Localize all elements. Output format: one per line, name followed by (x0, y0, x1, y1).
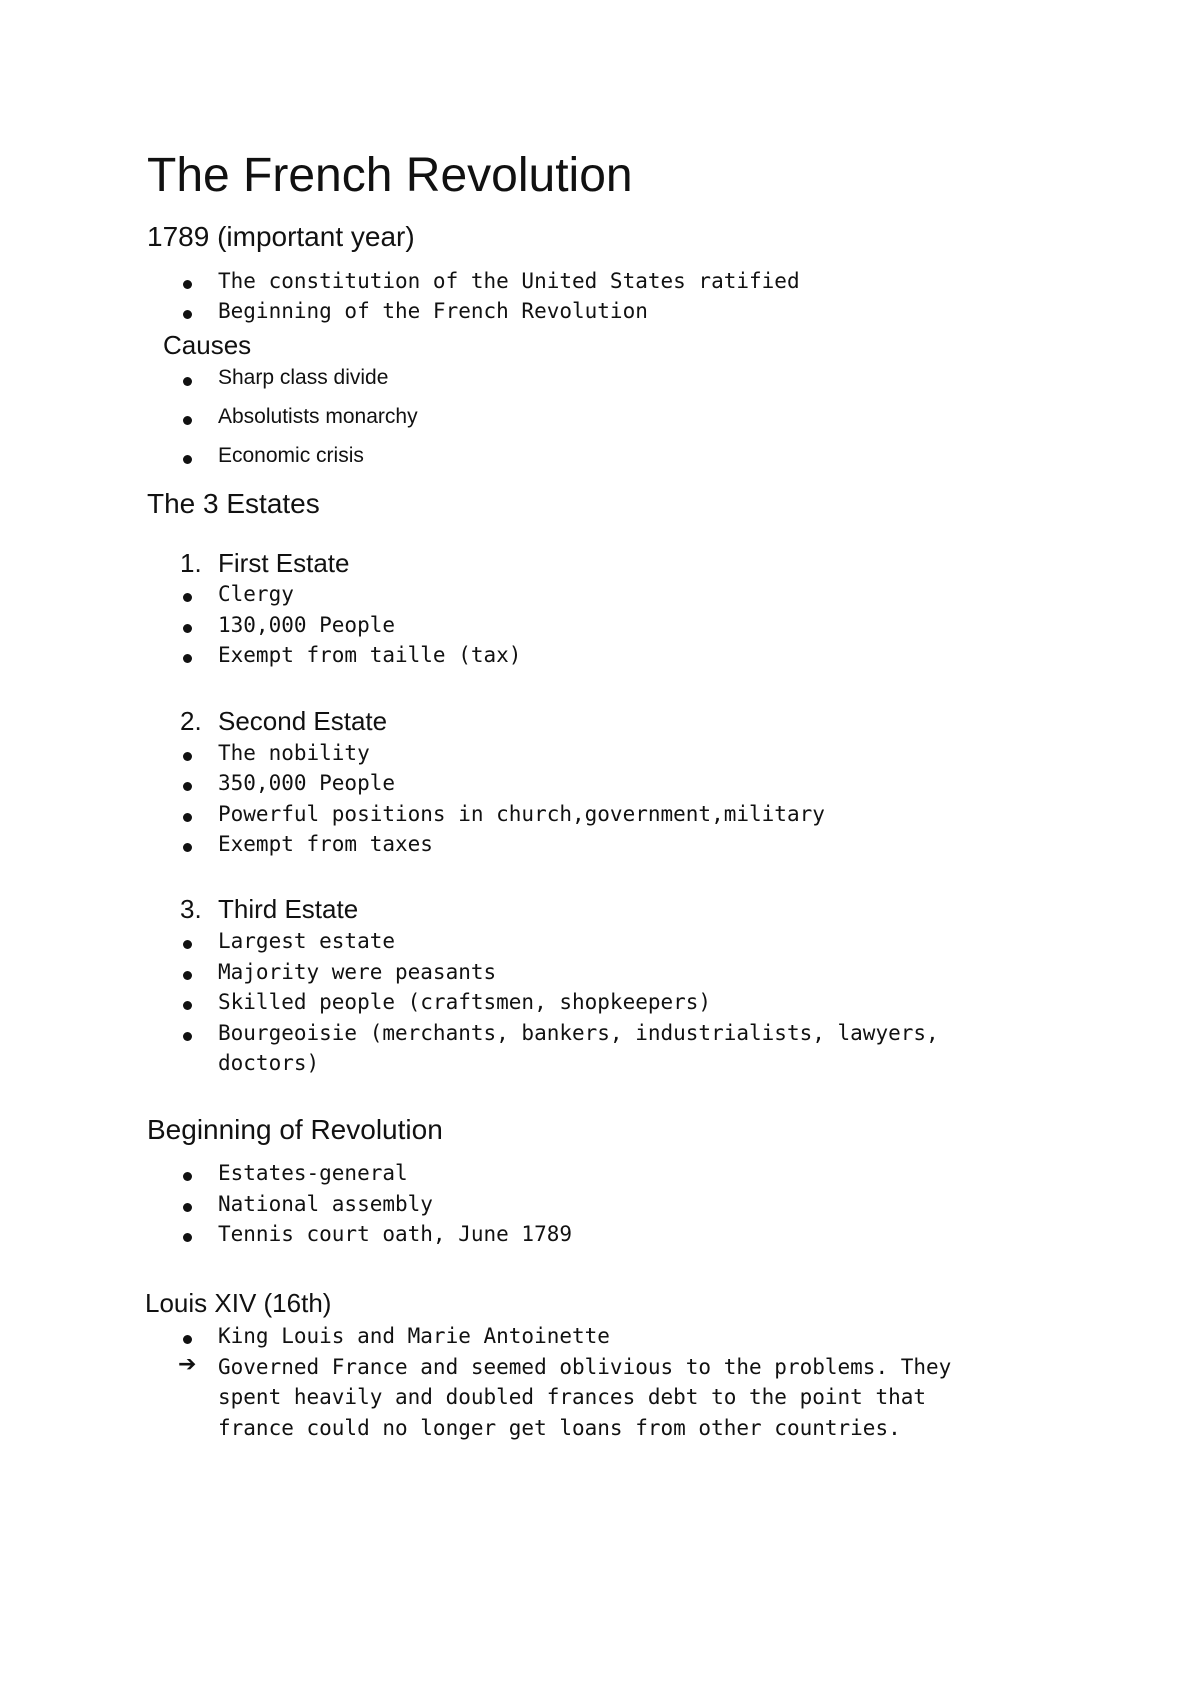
list-item: Majority were peasants (218, 960, 497, 984)
bullet-icon (183, 280, 192, 289)
list-item: Estates-general (218, 1161, 408, 1185)
list-item: Absolutists monarchy (218, 405, 418, 428)
list-item: King Louis and Marie Antoinette (218, 1324, 610, 1348)
list-item: 130,000 People (218, 613, 396, 637)
bullet-icon (183, 940, 192, 949)
bullet-icon (183, 1203, 192, 1212)
list-item: Beginning of the French Revolution (218, 299, 648, 323)
bullet-icon (183, 843, 192, 852)
bullet-icon (183, 624, 192, 633)
bullet-icon (183, 1335, 192, 1344)
list-item: Powerful positions in church,government,military (218, 802, 825, 826)
bullet-icon (183, 654, 192, 663)
list-item: Tennis court oath, June 1789 (218, 1222, 573, 1246)
list-item: Bourgeoisie (merchants, bankers, industrialists, lawyers, (218, 1021, 939, 1045)
estate-number: 1. (180, 548, 202, 578)
bullet-icon (183, 377, 192, 386)
bullet-icon (183, 593, 192, 602)
bullet-icon (183, 782, 192, 791)
page-title: The French Revolution (147, 149, 633, 202)
list-item-continuation: doctors) (218, 1051, 320, 1075)
louis-heading: Louis XIV (16th) (145, 1288, 332, 1318)
year-heading: 1789 (important year) (147, 221, 415, 252)
list-item: Exempt from taxes (218, 832, 433, 856)
estate-name: First Estate (218, 548, 350, 578)
causes-heading: Causes (163, 330, 252, 360)
bullet-icon (183, 813, 192, 822)
list-item: The constitution of the United States ratified (218, 269, 800, 293)
list-item: 350,000 People (218, 771, 396, 795)
estates-heading: The 3 Estates (147, 488, 320, 519)
arrow-item-line: Governed France and seemed oblivious to the problems. They (218, 1355, 952, 1379)
list-item: Sharp class divide (218, 366, 389, 389)
bullet-icon (183, 416, 192, 425)
bullet-icon (183, 752, 192, 761)
list-item: Exempt from taille (tax) (218, 643, 522, 667)
bullet-icon (183, 455, 192, 464)
beginning-heading: Beginning of Revolution (147, 1114, 443, 1145)
bullet-icon (183, 1001, 192, 1010)
list-item: Clergy (218, 582, 294, 606)
list-item: Economic crisis (218, 444, 364, 467)
bullet-icon (183, 310, 192, 319)
list-item: National assembly (218, 1192, 433, 1216)
estate-number: 3. (180, 894, 202, 924)
estate-number: 2. (180, 706, 202, 736)
list-item: The nobility (218, 741, 370, 765)
arrow-item-line: spent heavily and doubled frances debt to the point that (218, 1385, 927, 1409)
estate-name: Third Estate (218, 894, 359, 924)
bullet-icon (183, 1172, 192, 1181)
list-item: Largest estate (218, 929, 396, 953)
list-item: Skilled people (craftsmen, shopkeepers) (218, 990, 712, 1014)
arrow-right-icon: ➔ (178, 1352, 197, 1377)
estate-name: Second Estate (218, 706, 388, 736)
bullet-icon (183, 1233, 192, 1242)
bullet-icon (183, 1032, 192, 1041)
bullet-icon (183, 971, 192, 980)
arrow-item-line: france could no longer get loans from other countries. (218, 1416, 901, 1440)
